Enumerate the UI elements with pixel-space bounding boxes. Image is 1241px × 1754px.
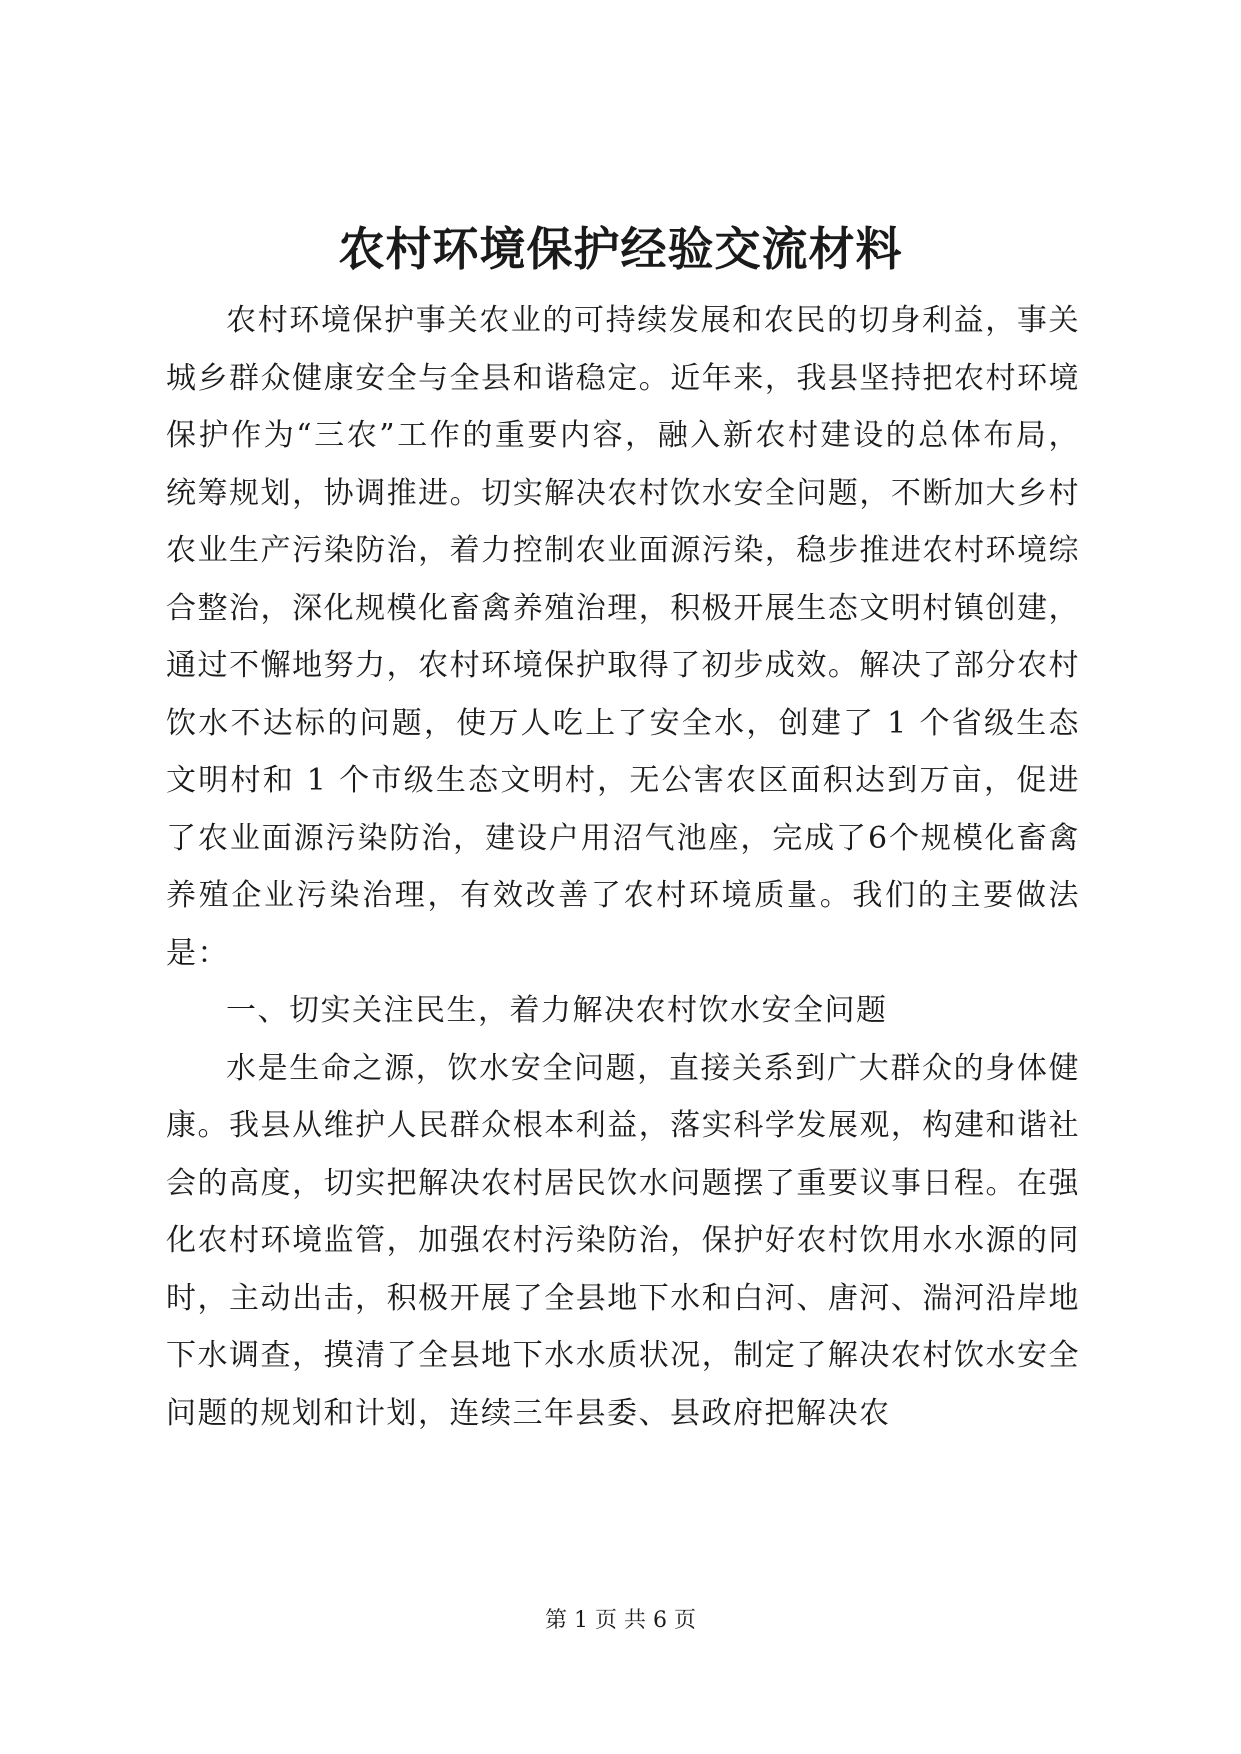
intro-paragraph: 农村环境保护事关农业的可持续发展和农民的切身利益，事关城乡群众健康安全与全县和谐稳定。近年来，我县坚持把农村环境保护作为“三农”工作的重要内容，融入新农村建设的总体布局，统筹规划，协调推进。切实解决农村饮水安全问题，不断加大乡村农业生产污染防治，着力控制农业面源污染，稳步推进农村环境综合整治，深化规模化畜禽养殖治理，积极开展生态文明村镇创建，通过不懈地努力，农村环境保护取得了初步成效。解决了部分农村饮水不达标的问题，使万人吃上了安全水，创建了 1 个省级生态文明村和 1 个市级生态文明村，无公害农区面积达到万亩，促进了农业面源污染防治，建设户用沼气池座，完成了6个规模化畜禽养殖企业污染治理，有效改善了农村环境质量。我们的主要做法是： (166, 303, 1080, 971)
document-body (166, 292, 1080, 1442)
section-1-paragraph: 水是生命之源，饮水安全问题，直接关系到广大群众的身体健康。我县从维护人民群众根本利益，落实科学发展观，构建和谐社会的高度，切实把解决农村居民饮水问题摆了重要议事日程。在强化农村环境监管，加强农村污染防治，保护好农村饮用水水源的同时，主动出击，积极开展了全县地下水和白河、唐河、湍河沿岸地下水调查，摸清了全县地下水水质状况，制定了解决农村饮水安全问题的规划和计划，连续三年县委、县政府把解决农 (166, 1050, 1080, 1431)
document-title: 农村环境保护经验交流材料 (338, 222, 903, 276)
section-heading-1: 一、切实关注民生，着力解决农村饮水安全问题 (226, 993, 888, 1028)
page-footer: 第 1 页 共 6 页 (545, 1608, 696, 1633)
